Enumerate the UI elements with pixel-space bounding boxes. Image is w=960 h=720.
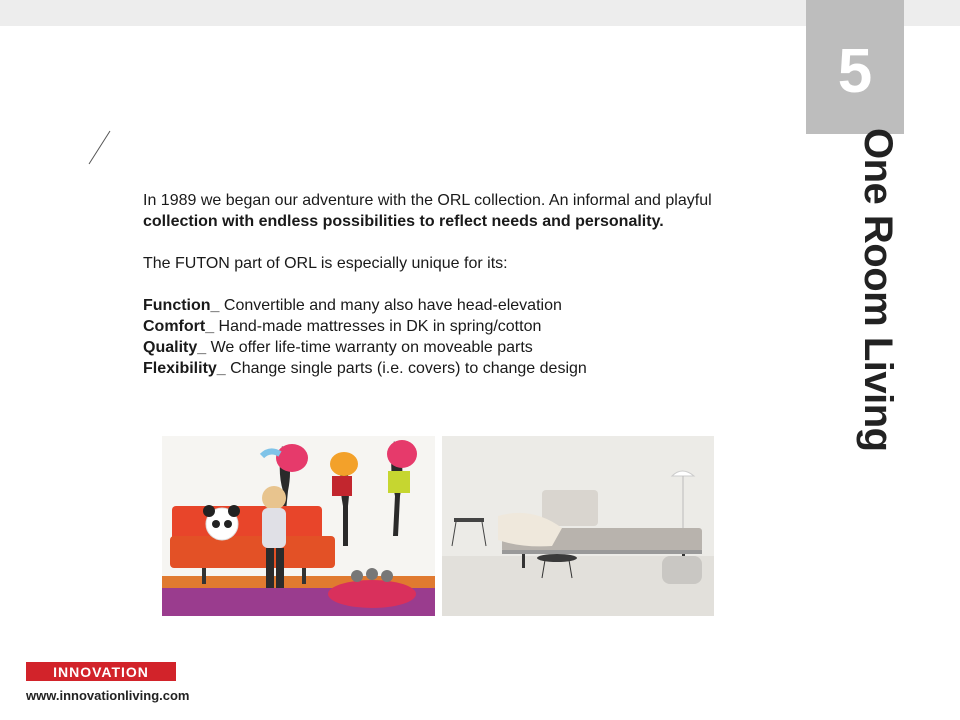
futon-paragraph: The FUTON part of ORL is especially unique for its: — [143, 255, 508, 272]
feature-line — [143, 337, 723, 358]
intro-bold-text: collection with endless possibilities to reflect needs and personality. — [143, 213, 664, 230]
feature-text: We offer life-time warranty on moveable parts — [206, 339, 533, 356]
feature-text: Change single parts (i.e. covers) to change design — [225, 360, 587, 377]
slide-title: One Room Living — [856, 128, 900, 452]
feature-label: Flexibility_ — [143, 360, 226, 377]
slide-number: 5 — [837, 36, 873, 106]
feature-line — [143, 316, 723, 337]
photo-orange-futon — [162, 436, 435, 616]
decorative-slash — [86, 130, 116, 166]
slide-number-box — [806, 0, 904, 134]
photo-grey-daybed — [442, 436, 714, 616]
feature-label: Function_ — [143, 297, 220, 314]
feature-text: Convertible and many also have head-elevation — [219, 297, 562, 314]
feature-label: Comfort_ — [143, 318, 215, 335]
innovation-logo — [26, 662, 176, 681]
logo-text: INNOVATION — [53, 663, 149, 680]
website-url: www.innovationliving.com — [26, 688, 190, 703]
body-text — [143, 190, 723, 379]
intro-text: In 1989 we began our adventure with the ORL collection. An informal and playful — [143, 192, 712, 209]
feature-line — [143, 295, 723, 316]
feature-label: Quality_ — [143, 339, 207, 356]
feature-line — [143, 358, 723, 379]
intro-paragraph — [143, 190, 723, 232]
feature-text: Hand-made mattresses in DK in spring/cotton — [214, 318, 542, 335]
